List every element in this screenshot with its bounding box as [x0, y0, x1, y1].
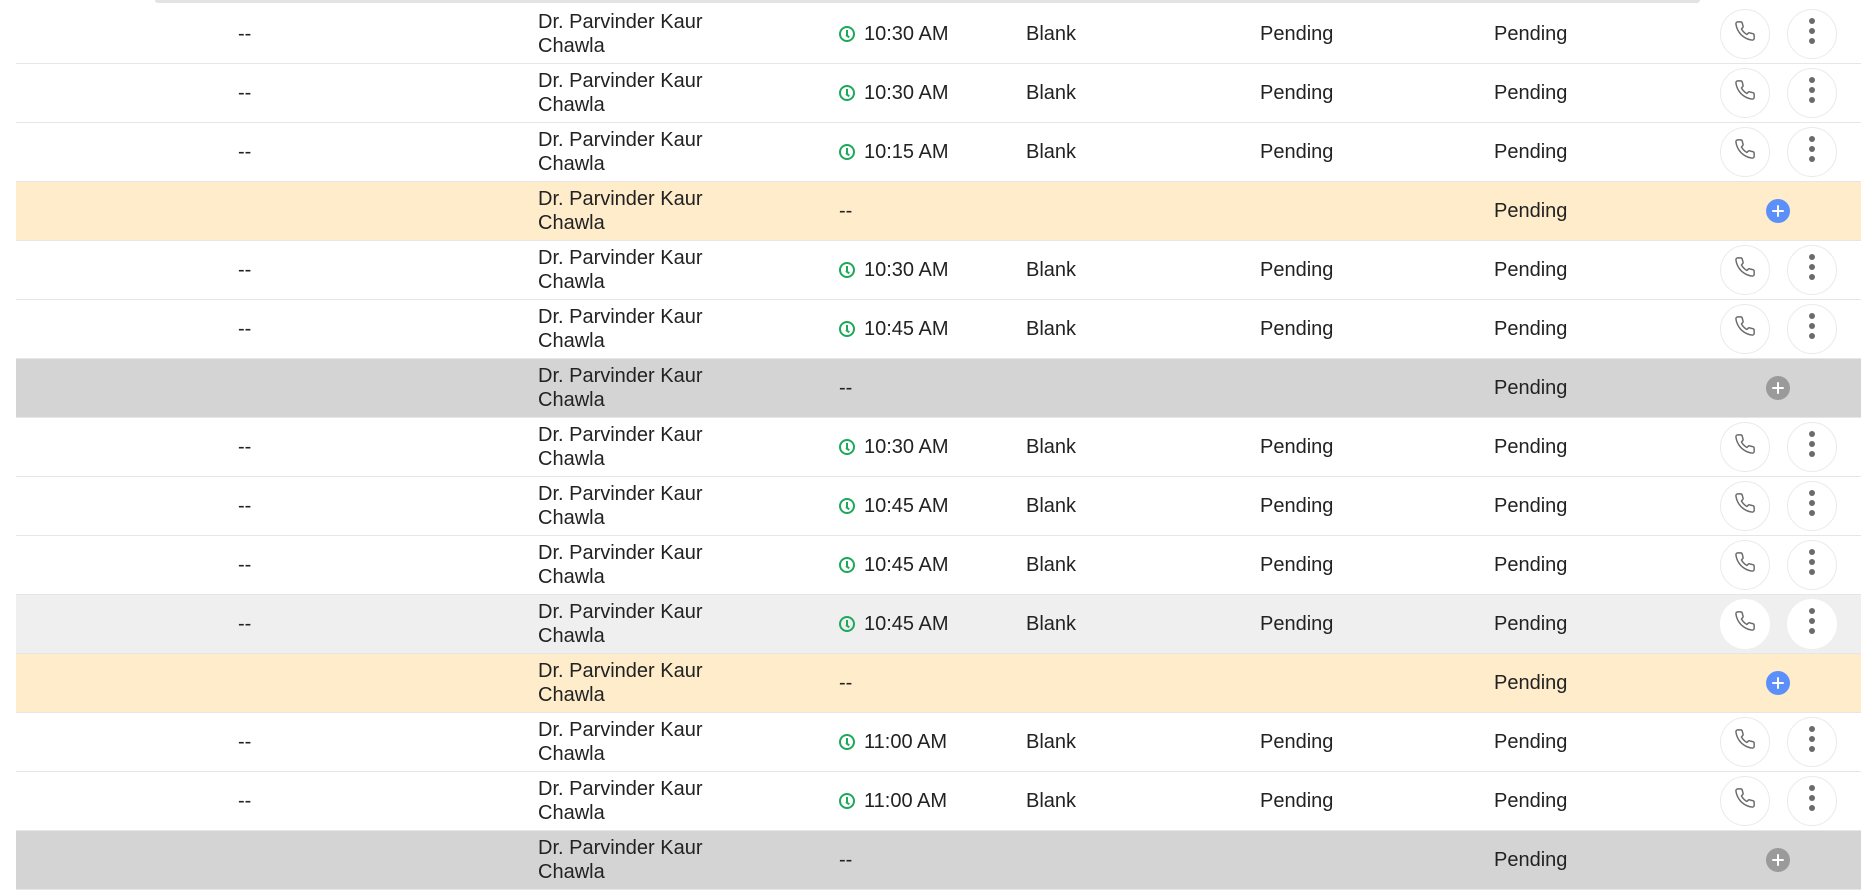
status-cell: Pending — [1494, 140, 1568, 163]
status-cell: Pending — [1260, 22, 1334, 45]
more-vertical-icon — [1808, 430, 1816, 464]
call-button[interactable] — [1720, 776, 1770, 826]
plus-icon[interactable] — [1766, 848, 1790, 872]
row-actions — [1704, 359, 1861, 417]
row-id-cell: -- — [238, 22, 252, 45]
appointment-time: 10:45 AM — [864, 612, 949, 635]
visit-type-cell: Blank — [1026, 22, 1077, 45]
appointment-time: 10:45 AM — [864, 317, 949, 340]
doctor-name: Dr. Parvinder Kaur Chawla — [538, 483, 703, 529]
status-cell: Pending — [1494, 553, 1568, 576]
more-vertical-icon — [1808, 607, 1816, 641]
clock-icon — [839, 734, 855, 750]
phone-icon — [1734, 256, 1756, 284]
table-row[interactable] — [16, 713, 1861, 772]
more-options-button[interactable] — [1787, 540, 1837, 590]
call-button[interactable] — [1720, 245, 1770, 295]
row-actions — [1704, 300, 1861, 358]
call-button[interactable] — [1720, 304, 1770, 354]
row-actions — [1704, 241, 1861, 299]
more-options-button[interactable] — [1787, 599, 1837, 649]
doctor-name: Dr. Parvinder Kaur Chawla — [538, 11, 703, 57]
row-id-cell: -- — [238, 553, 252, 576]
status-cell: Pending — [1260, 612, 1334, 635]
visit-type-cell: Blank — [1026, 81, 1077, 104]
call-button[interactable] — [1720, 481, 1770, 531]
clock-icon — [839, 144, 855, 160]
visit-type-cell: Blank — [1026, 140, 1077, 163]
status-cell: Pending — [1260, 258, 1334, 281]
clock-icon — [839, 793, 855, 809]
more-vertical-icon — [1808, 17, 1816, 51]
appointment-time: 10:15 AM — [864, 140, 949, 163]
more-options-button[interactable] — [1787, 127, 1837, 177]
status-cell: Pending — [1260, 553, 1334, 576]
appointment-time: 10:30 AM — [864, 258, 949, 281]
appointment-time: 11:00 AM — [864, 730, 948, 753]
visit-type-cell: Blank — [1026, 494, 1077, 517]
more-options-button[interactable] — [1787, 9, 1837, 59]
doctor-name: Dr. Parvinder Kaur Chawla — [538, 837, 703, 883]
status-cell: Pending — [1494, 848, 1568, 871]
more-options-button[interactable] — [1787, 304, 1837, 354]
table-row[interactable] — [16, 595, 1861, 654]
appointment-time: 11:00 AM — [864, 789, 948, 812]
more-options-button[interactable] — [1787, 422, 1837, 472]
status-cell: Pending — [1494, 81, 1568, 104]
time-cell — [839, 536, 949, 594]
time-cell: -- — [839, 199, 853, 222]
table-row[interactable] — [16, 123, 1861, 182]
status-cell: Pending — [1494, 22, 1568, 45]
appointment-time: 10:30 AM — [864, 81, 949, 104]
more-vertical-icon — [1808, 489, 1816, 523]
visit-type-cell: Blank — [1026, 553, 1077, 576]
row-actions — [1704, 772, 1861, 830]
table-row[interactable] — [16, 64, 1861, 123]
call-button[interactable] — [1720, 68, 1770, 118]
call-button[interactable] — [1720, 599, 1770, 649]
row-id-cell: -- — [238, 140, 252, 163]
time-cell: -- — [839, 848, 853, 871]
time-cell — [839, 300, 949, 358]
visit-type-cell: Blank — [1026, 258, 1077, 281]
more-vertical-icon — [1808, 253, 1816, 287]
doctor-name: Dr. Parvinder Kaur Chawla — [538, 660, 703, 706]
clock-icon — [839, 321, 855, 337]
status-cell: Pending — [1260, 435, 1334, 458]
more-vertical-icon — [1808, 135, 1816, 169]
appointment-time: 10:30 AM — [864, 22, 949, 45]
visit-type-cell: Blank — [1026, 730, 1077, 753]
status-cell: Pending — [1494, 376, 1568, 399]
doctor-name: Dr. Parvinder Kaur Chawla — [538, 424, 703, 470]
row-actions — [1704, 5, 1861, 63]
plus-icon[interactable] — [1766, 671, 1790, 695]
row-actions — [1704, 713, 1861, 771]
time-cell — [839, 241, 949, 299]
phone-icon — [1734, 138, 1756, 166]
more-vertical-icon — [1808, 725, 1816, 759]
phone-icon — [1734, 20, 1756, 48]
status-cell: Pending — [1260, 789, 1334, 812]
table-row[interactable] — [16, 536, 1861, 595]
clock-icon — [839, 26, 855, 42]
phone-icon — [1734, 79, 1756, 107]
row-actions — [1704, 418, 1861, 476]
row-actions — [1704, 477, 1861, 535]
row-actions — [1704, 654, 1861, 712]
clock-icon — [839, 498, 855, 514]
row-actions — [1704, 64, 1861, 122]
clock-icon — [839, 85, 855, 101]
doctor-name: Dr. Parvinder Kaur Chawla — [538, 129, 703, 175]
status-cell: Pending — [1494, 494, 1568, 517]
phone-icon — [1734, 492, 1756, 520]
time-cell — [839, 64, 949, 122]
more-vertical-icon — [1808, 312, 1816, 346]
time-cell — [839, 477, 949, 535]
visit-type-cell: Blank — [1026, 317, 1077, 340]
status-cell: Pending — [1494, 258, 1568, 281]
call-button[interactable] — [1720, 717, 1770, 767]
clock-icon — [839, 262, 855, 278]
doctor-name: Dr. Parvinder Kaur Chawla — [538, 247, 703, 293]
call-button[interactable] — [1720, 127, 1770, 177]
table-row[interactable] — [16, 241, 1861, 300]
doctor-name: Dr. Parvinder Kaur Chawla — [538, 365, 703, 411]
top-scroll-edge — [155, 0, 1700, 3]
appointments-table — [16, 5, 1861, 890]
phone-icon — [1734, 610, 1756, 638]
row-actions — [1704, 536, 1861, 594]
appointment-time: 10:45 AM — [864, 553, 949, 576]
clock-icon — [839, 616, 855, 632]
call-button[interactable] — [1720, 422, 1770, 472]
more-options-button[interactable] — [1787, 68, 1837, 118]
time-cell — [839, 772, 947, 830]
status-cell: Pending — [1260, 81, 1334, 104]
table-row[interactable] — [16, 182, 1861, 241]
row-id-cell: -- — [238, 730, 252, 753]
call-button[interactable] — [1720, 540, 1770, 590]
row-id-cell: -- — [238, 435, 252, 458]
phone-icon — [1734, 787, 1756, 815]
visit-type-cell: Blank — [1026, 435, 1077, 458]
row-id-cell: -- — [238, 494, 252, 517]
table-row[interactable] — [16, 477, 1861, 536]
row-actions — [1704, 831, 1861, 889]
status-cell: Pending — [1494, 199, 1568, 222]
row-id-cell: -- — [238, 612, 252, 635]
time-cell — [839, 123, 949, 181]
clock-icon — [839, 439, 855, 455]
plus-icon[interactable] — [1766, 199, 1790, 223]
call-button[interactable] — [1720, 9, 1770, 59]
time-cell — [839, 5, 949, 63]
status-cell: Pending — [1260, 140, 1334, 163]
time-cell — [839, 713, 947, 771]
row-id-cell: -- — [238, 81, 252, 104]
doctor-name: Dr. Parvinder Kaur Chawla — [538, 306, 703, 352]
phone-icon — [1734, 315, 1756, 343]
row-id-cell: -- — [238, 258, 252, 281]
clock-icon — [839, 557, 855, 573]
status-cell: Pending — [1260, 730, 1334, 753]
doctor-name: Dr. Parvinder Kaur Chawla — [538, 601, 703, 647]
row-actions — [1704, 182, 1861, 240]
table-row[interactable] — [16, 5, 1861, 64]
doctor-name: Dr. Parvinder Kaur Chawla — [538, 70, 703, 116]
status-cell: Pending — [1260, 494, 1334, 517]
status-cell: Pending — [1494, 671, 1568, 694]
doctor-name: Dr. Parvinder Kaur Chawla — [538, 778, 703, 824]
row-id-cell: -- — [238, 317, 252, 340]
table-row[interactable] — [16, 418, 1861, 477]
more-options-button[interactable] — [1787, 245, 1837, 295]
plus-icon[interactable] — [1766, 376, 1790, 400]
more-vertical-icon — [1808, 548, 1816, 582]
doctor-name: Dr. Parvinder Kaur Chawla — [538, 188, 703, 234]
phone-icon — [1734, 728, 1756, 756]
phone-icon — [1734, 433, 1756, 461]
row-actions — [1704, 595, 1861, 653]
more-options-button[interactable] — [1787, 776, 1837, 826]
doctor-name: Dr. Parvinder Kaur Chawla — [538, 719, 703, 765]
row-actions — [1704, 123, 1861, 181]
table-row[interactable] — [16, 772, 1861, 831]
time-cell: -- — [839, 376, 853, 399]
status-cell: Pending — [1494, 317, 1568, 340]
phone-icon — [1734, 551, 1756, 579]
status-cell: Pending — [1494, 612, 1568, 635]
table-row[interactable] — [16, 359, 1861, 418]
more-options-button[interactable] — [1787, 481, 1837, 531]
status-cell: Pending — [1494, 435, 1568, 458]
more-vertical-icon — [1808, 76, 1816, 110]
row-id-cell: -- — [238, 789, 252, 812]
more-options-button[interactable] — [1787, 717, 1837, 767]
table-row[interactable] — [16, 831, 1861, 890]
status-cell: Pending — [1494, 789, 1568, 812]
doctor-name: Dr. Parvinder Kaur Chawla — [538, 542, 703, 588]
appointment-time: 10:30 AM — [864, 435, 949, 458]
visit-type-cell: Blank — [1026, 789, 1077, 812]
table-row[interactable] — [16, 300, 1861, 359]
visit-type-cell: Blank — [1026, 612, 1077, 635]
time-cell: -- — [839, 671, 853, 694]
appointment-time: 10:45 AM — [864, 494, 949, 517]
status-cell: Pending — [1260, 317, 1334, 340]
table-row[interactable] — [16, 654, 1861, 713]
time-cell — [839, 418, 949, 476]
time-cell — [839, 595, 949, 653]
status-cell: Pending — [1494, 730, 1568, 753]
more-vertical-icon — [1808, 784, 1816, 818]
